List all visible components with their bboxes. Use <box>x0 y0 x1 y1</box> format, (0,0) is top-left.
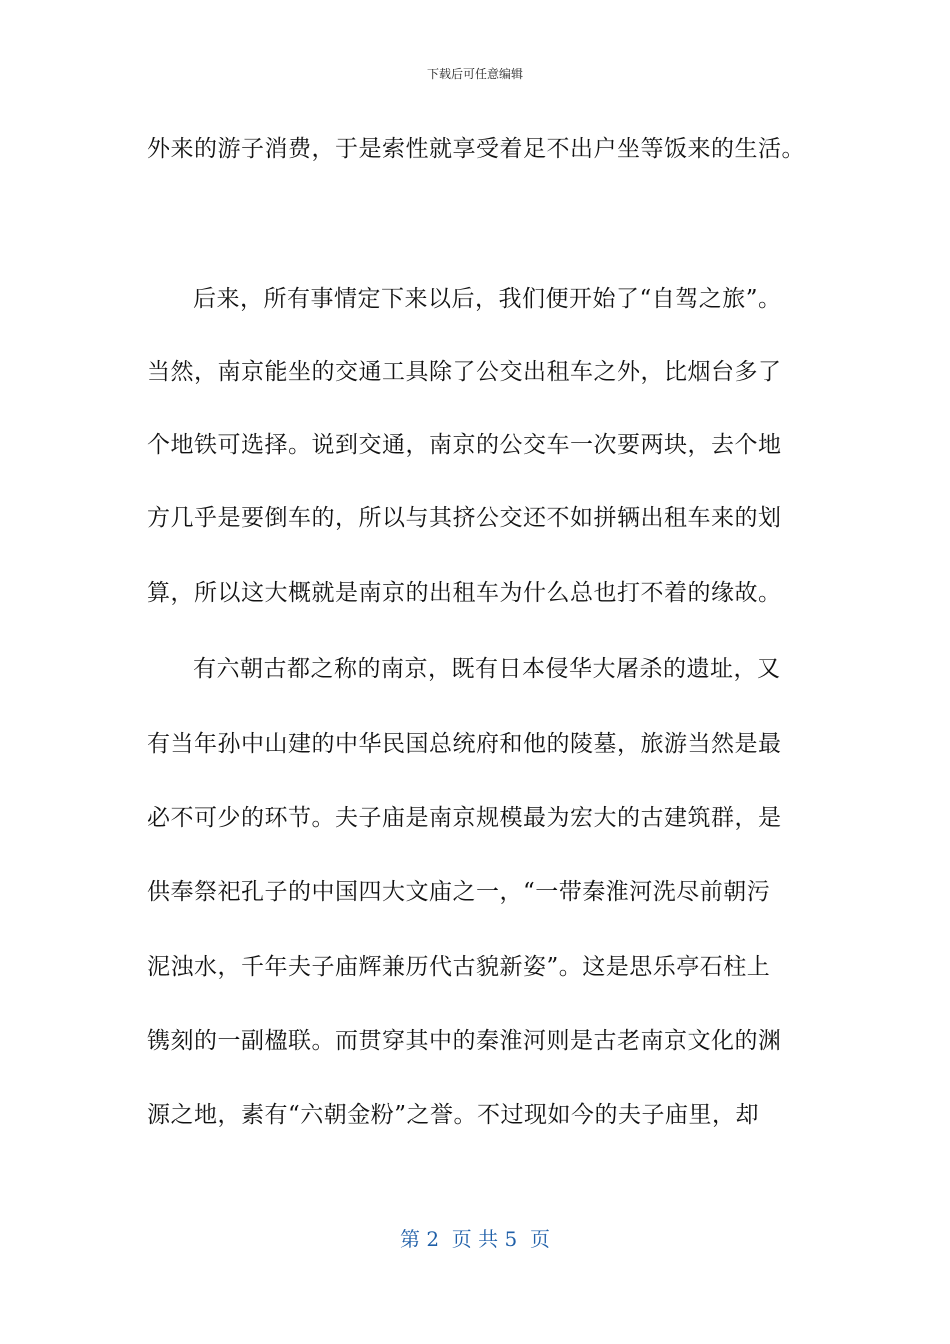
text-line: 必不可少的环节。夫子庙是南京规模最为宏大的古建筑群，是 <box>147 805 782 831</box>
text-line: 有当年孙中山建的中华民国总统府和他的陵墓，旅游当然是最 <box>147 731 782 757</box>
text-line: 算，所以这大概就是南京的出租车为什么总也打不着的缘故。 <box>147 580 782 606</box>
text-line: 外来的游子消费，于是索性就享受着足不出户坐等饭来的生活。 <box>147 136 805 162</box>
text-line: 镌刻的一副楹联。而贯穿其中的秦淮河则是古老南京文化的渊 <box>147 1028 782 1054</box>
text-line: 个地铁可选择。说到交通，南京的公交车一次要两块，去个地 <box>147 432 782 458</box>
text-line: 泥浊水，千年夫子庙辉兼历代古貌新姿”。这是思乐亭石柱上 <box>147 954 771 980</box>
text-line: 供奉祭祀孔子的中国四大文庙之一，“一带秦淮河洗尽前朝污 <box>147 879 771 905</box>
page-header: 下载后可任意编辑 <box>426 67 523 81</box>
text-line: 有六朝古都之称的南京，既有日本侵华大屠杀的遗址，又 <box>193 656 781 682</box>
text-line: 源之地，素有“六朝金粉”之誉。不过现如今的夫子庙里，却 <box>147 1102 760 1128</box>
text-line: 方几乎是要倒车的，所以与其挤公交还不如拼辆出租车来的划 <box>147 505 782 531</box>
text-line: 后来，所有事情定下来以后，我们便开始了“自驾之旅”。 <box>193 286 782 312</box>
text-line: 当然，南京能坐的交通工具除了公交出租车之外，比烟台多了 <box>147 359 782 385</box>
page-number-footer: 第 2 页 共 5 页 <box>400 1227 550 1251</box>
